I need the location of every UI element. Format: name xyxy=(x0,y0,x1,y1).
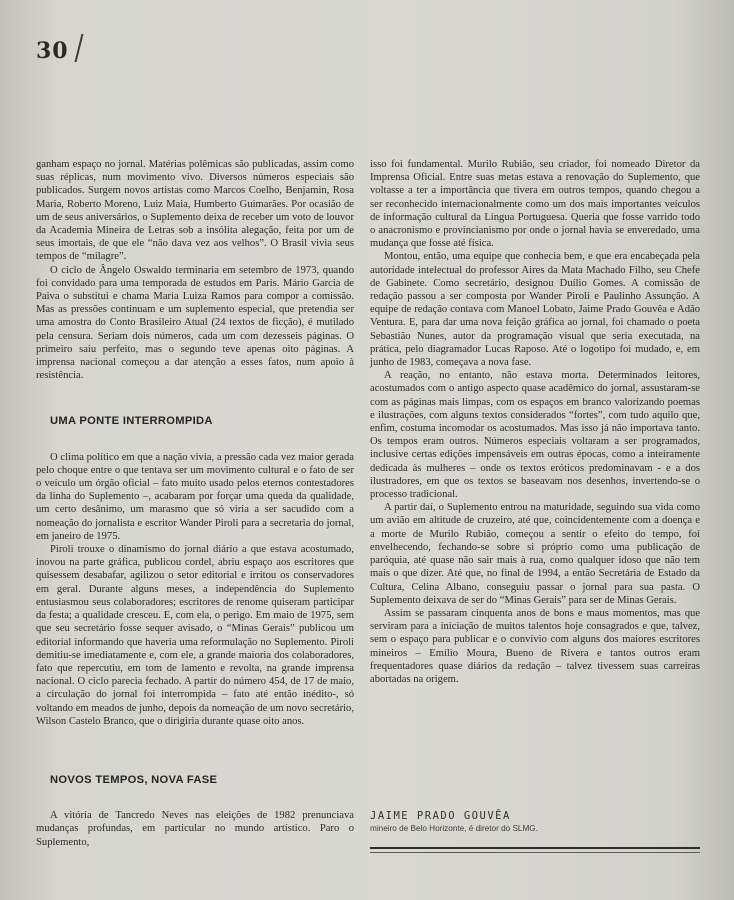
section-title-novos-tempos: NOVOS TEMPOS, NOVA FASE xyxy=(50,773,218,786)
author-rule-thick xyxy=(370,847,700,849)
right-column xyxy=(370,158,700,686)
author-name: JAIME PRADO GOUVÊA xyxy=(370,810,511,822)
paragraph: A partir daí, o Suplemento entrou na maturidade, seguindo sua vida como um avião em altitude de cruzeiro, até que, coincidentemente com a doença e a morte de Murilo Rubião, começou a sentir o efeito do tempo, foi envelhecendo, fechando-se sobre si próprio como uma publicação de paróquia, até quase não sair mais à rua, como qualquer idoso que não tem mais o que dizer. Até que, no final de 1994, a então Secretária de Estado da Cultura, Celina Albano, conseguiu passar o jornal para sua pasta. O Suplemento deixava de ser do “Minas Gerais” para ser de Minas Gerais. xyxy=(370,502,700,606)
page-number: 30 xyxy=(36,38,69,64)
page-number-slash xyxy=(75,34,84,62)
paragraph: isso foi fundamental. Murilo Rubião, seu criador, foi nomeado Diretor da Imprensa Oficial. Entre suas metas estava a renovação do Suplemento, que voltasse a ter a importância que tivera em outros tempos, quando chegou a ser reconhecido internacionalmente como um dos mais importantes veículos de informação cultural da Língua Portuguesa. Queria que fosse varrido todo o anacronismo e provincianismo por onde o jornal havia se enveredado, uma mudança que fosse até física. xyxy=(370,159,700,250)
paragraph: ganham espaço no jornal. Matérias polêmicas são publicadas, assim como suas réplicas, num movimento vivo. Diversos números especiais são publicados. Surgem novos artistas como Marcos Coelho, Benjamin, Rosa Maria, Roberto Moreno, Luiz Maia, Humberto Guimarães. Por ocasião de um de seus aniversários, o Suplemento deixa de receber um voto de louvor da Academia Mineira de Letras sob a insólita alegação, feita por um de seus imortais, de que ele “não dava vez aos velhos”. O Brasil vivia seus tempos de “milagre”. xyxy=(36,159,354,263)
paragraph: O clima político em que a nação vivia, a pressão cada vez maior gerada pelo choque entre o que tentava ser um movimento cultural e o fato de ser o veículo um órgão oficial – fato muito usado pelos eternos contestadores da linha do Suplemento –, acabaram por forçar uma queda da qualidade, um certo desânimo, um marasmo que só viria a ser sacudido com a nomeação do jornalista e escritor Wander Piroli para a secretaria do jornal, em janeiro de 1975. xyxy=(36,451,354,542)
paragraph: A vitória de Tancredo Neves nas eleições de 1982 prenunciava mudanças profundas, em particular no mundo artístico. Paro o Suplemento, xyxy=(36,810,354,848)
paragraph: Assim se passaram cinquenta anos de bons e maus momentos, mas que serviram para a iniciação de muitos talentos hoje consagrados e que, talvez, sem o espaço para publicar e o convívio com alguns dos maiores escritores mineiros – Emílio Moura, Bueno de Rivera e tantos outros eram frequentadores quase diários da redação – talvez tivessem suas carreiras abortadas na origem. xyxy=(370,607,700,685)
author-signature xyxy=(370,810,700,833)
author-rule-thin xyxy=(370,852,700,853)
paragraph: O ciclo de Ângelo Oswaldo terminaria em setembro de 1973, quando foi convidado para uma temporada de estudos em Paris. Mário Garcia de Paiva o substitui e chama Maria Luiza Ramos para compor a comissão. Mas as pressões continuam e um suplemento especial, que pretendia ser uma amostra do Conto Brasileiro Atual (24 textos de ficção), é mutilado pela censura. Seriam dois números, cada um com dezesseis páginas. O primeiro saiu perfeito, mas o segundo teve apenas oito páginas. A imprensa nacional começou a dar atenção a esses fatos, num apoio à resistência. xyxy=(36,264,354,382)
author-description: mineiro de Belo Horizonte, é diretor do SLMG. xyxy=(370,824,538,833)
left-column xyxy=(36,158,354,849)
paragraph: A reação, no entanto, não estava morta. Determinados leitores, acostumados com o antigo aspecto quase acadêmico do jornal, assustaram-se com as páginas mais limpas, com os espaços em branco valorizando poemas e ilustrações, com alguns textos considerados “fortes”, com tudo aquilo que, enfim, costuma incomodar os acostumados. Mas isso já não importava tanto. Os tempos eram outros. Números especiais voltaram a ser programados, inclusive certas edições impensáveis em outras épocas, como a inteiramente dedicada às mulheres – onde os textos eróticos predominavam - e a dos ilustradores, em que os textos se baseavam nos desenhos, invertendo-se o processo tradicional. xyxy=(370,370,700,501)
paragraph: Piroli trouxe o dinamismo do jornal diário a que estava acostumado, inovou na parte gráfica, publicou cordel, abriu espaço aos escritores que quisessem desabafar, agilizou o setor editorial e irritou os conservadores em geral. Durante alguns meses, a independência do Suplemento entusiasmou seus colaboradores; escritores de renome quiseram participar da festa; a qualidade cresceu. E, com ela, o perigo. Em maio de 1975, sem que seu secretário fosse sequer avisado, o “Minas Gerais” publicou um editorial informando que haveria uma reformulação no Suplemento. Piroli demitiu-se imediatamente e, com ele, a grande maioria dos colaboradores, fato que repercutiu, em tom de lamento e revolta, na grande imprensa nacional. O ciclo parecia fechado. A partir do número 454, de 17 de maio, a circulação do jornal foi interrompida – fato até então inédito-, só voltando em meados de junho, depois da nomeação de um novo secretário, Wilson Castelo Branco, que o dirigiria durante quase oito anos. xyxy=(36,544,354,727)
paragraph: Montou, então, uma equipe que conhecia bem, e que era encabeçada pela autoridade intelectual do professor Aires da Mata Machado Filho, seu Chefe de Gabinete. Como secretário, designou Duílio Gomes. A comissão de redação passou a ser composta por Wander Piroli e Paulinho Assunção. A equipe de redação contava com Manoel Lobato, Jaime Prado Gouvêa e Adão Ventura. E, para dar uma nova feição gráfica ao jornal, foi chamado o poeta Sebastião Nunes, autor da programação visual que seria executada, na prática, pelo diagramador Lucas Raposo. Até o logotipo foi mudado, e, em junho de 1983, começava a nova fase. xyxy=(370,251,700,369)
section-title-ponte: UMA PONTE INTERROMPIDA xyxy=(50,415,213,428)
